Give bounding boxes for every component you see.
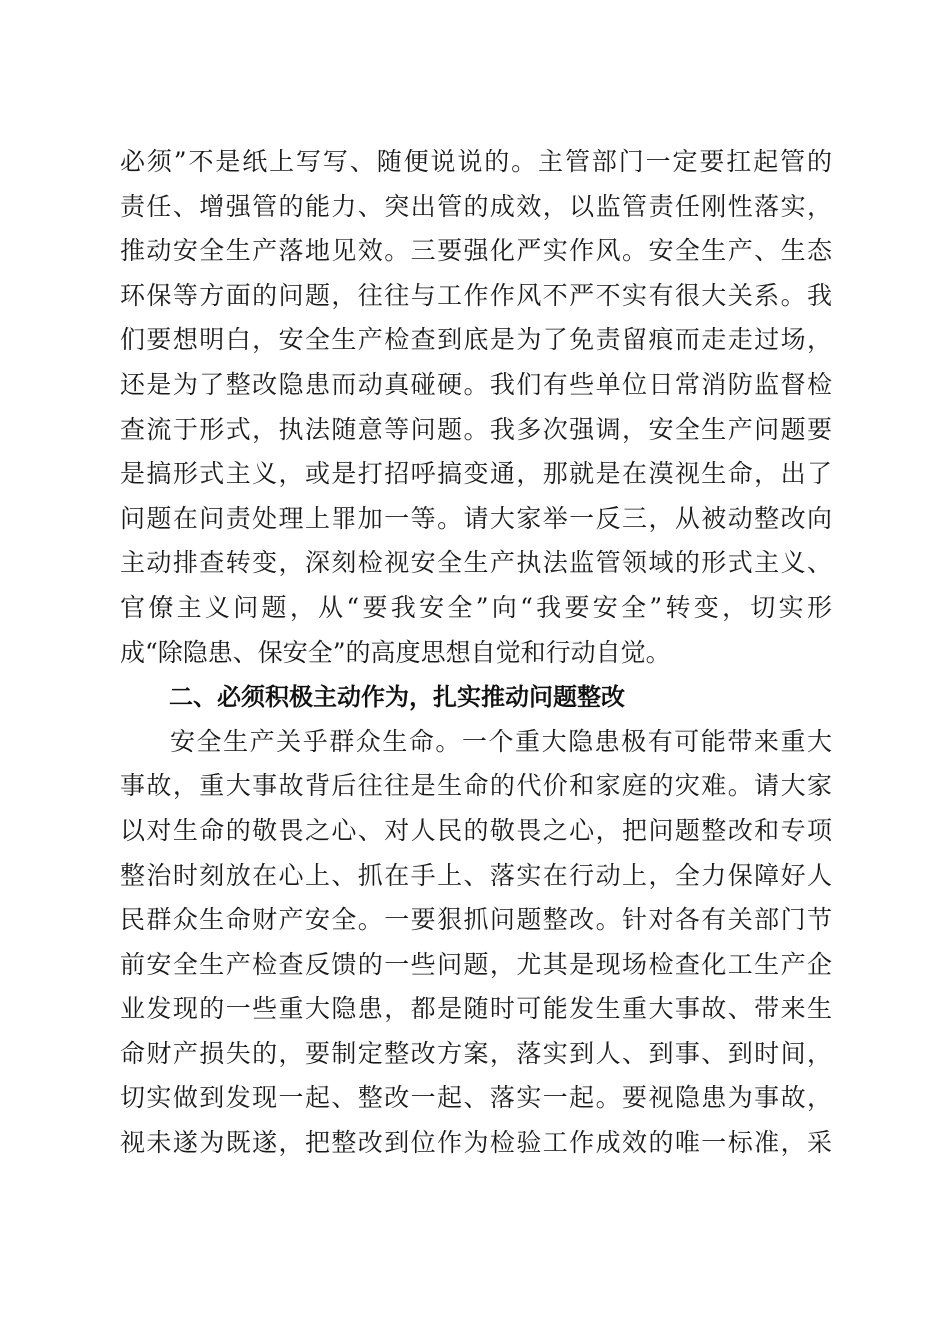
body-line: 主动排查转变，深刻检视安全生产执法监管领域的形式主义、 — [120, 548, 832, 578]
body-line: 还是为了整改隐患而动真碰硬。我们有些单位日常消防监督检 — [120, 369, 832, 399]
body-line: 民群众生命财产安全。一要狠抓问题整改。针对各有关部门节 — [120, 905, 832, 935]
body-line: 业发现的一些重大隐患，都是随时可能发生重大事故、带来生 — [120, 994, 832, 1024]
body-line: 整治时刻放在心上、抓在手上、落实在行动上，全力保障好人 — [120, 860, 832, 890]
body-line: 安全生产关乎群众生命。一个重大隐患极有可能带来重大 — [170, 726, 832, 756]
body-line: 推动安全生产落地见效。三要强化严实作风。安全生产、生态 — [120, 236, 832, 266]
section-heading: 二、必须积极主动作为，扎实推动问题整改 — [169, 683, 625, 712]
body-line: 是搞形式主义，或是打招呼搞变通，那就是在漠视生命，出了 — [120, 459, 832, 489]
body-line: 切实做到发现一起、整改一起、落实一起。要视隐患为事故， — [120, 1083, 832, 1113]
body-line: 查流于形式，执法随意等问题。我多次强调，安全生产问题要 — [120, 414, 832, 444]
body-line: 们要想明白，安全生产检查到底是为了免责留痕而走走过场， — [120, 325, 832, 355]
document-body — [120, 140, 832, 1166]
body-line: 成“除隐患、保安全”的高度思想自觉和行动自觉。 — [120, 637, 671, 667]
body-line: 责任、增强管的能力、突出管的成效，以监管责任刚性落实， — [120, 191, 832, 221]
body-line: 必须”不是纸上写写、随便说说的。主管部门一定要扛起管的 — [120, 147, 832, 176]
body-line: 事故，重大事故背后往往是生命的代价和家庭的灾难。请大家 — [120, 771, 832, 801]
body-line: 问题在问责处理上罪加一等。请大家举一反三，从被动整改向 — [120, 503, 832, 533]
body-line: 以对生命的敬畏之心、对人民的敬畏之心，把问题整改和专项 — [120, 815, 832, 845]
body-line: 视未遂为既遂，把整改到位作为检验工作成效的唯一标准，采 — [120, 1128, 832, 1158]
body-line: 命财产损失的，要制定整改方案，落实到人、到事、到时间， — [120, 1038, 832, 1068]
body-line: 环保等方面的问题，往往与工作作风不严不实有很大关系。我 — [120, 280, 832, 310]
body-line: 前安全生产检查反馈的一些问题，尤其是现场检查化工生产企 — [120, 949, 832, 979]
body-line: 官僚主义问题，从“要我安全”向“我要安全”转变，切实形 — [120, 592, 832, 622]
